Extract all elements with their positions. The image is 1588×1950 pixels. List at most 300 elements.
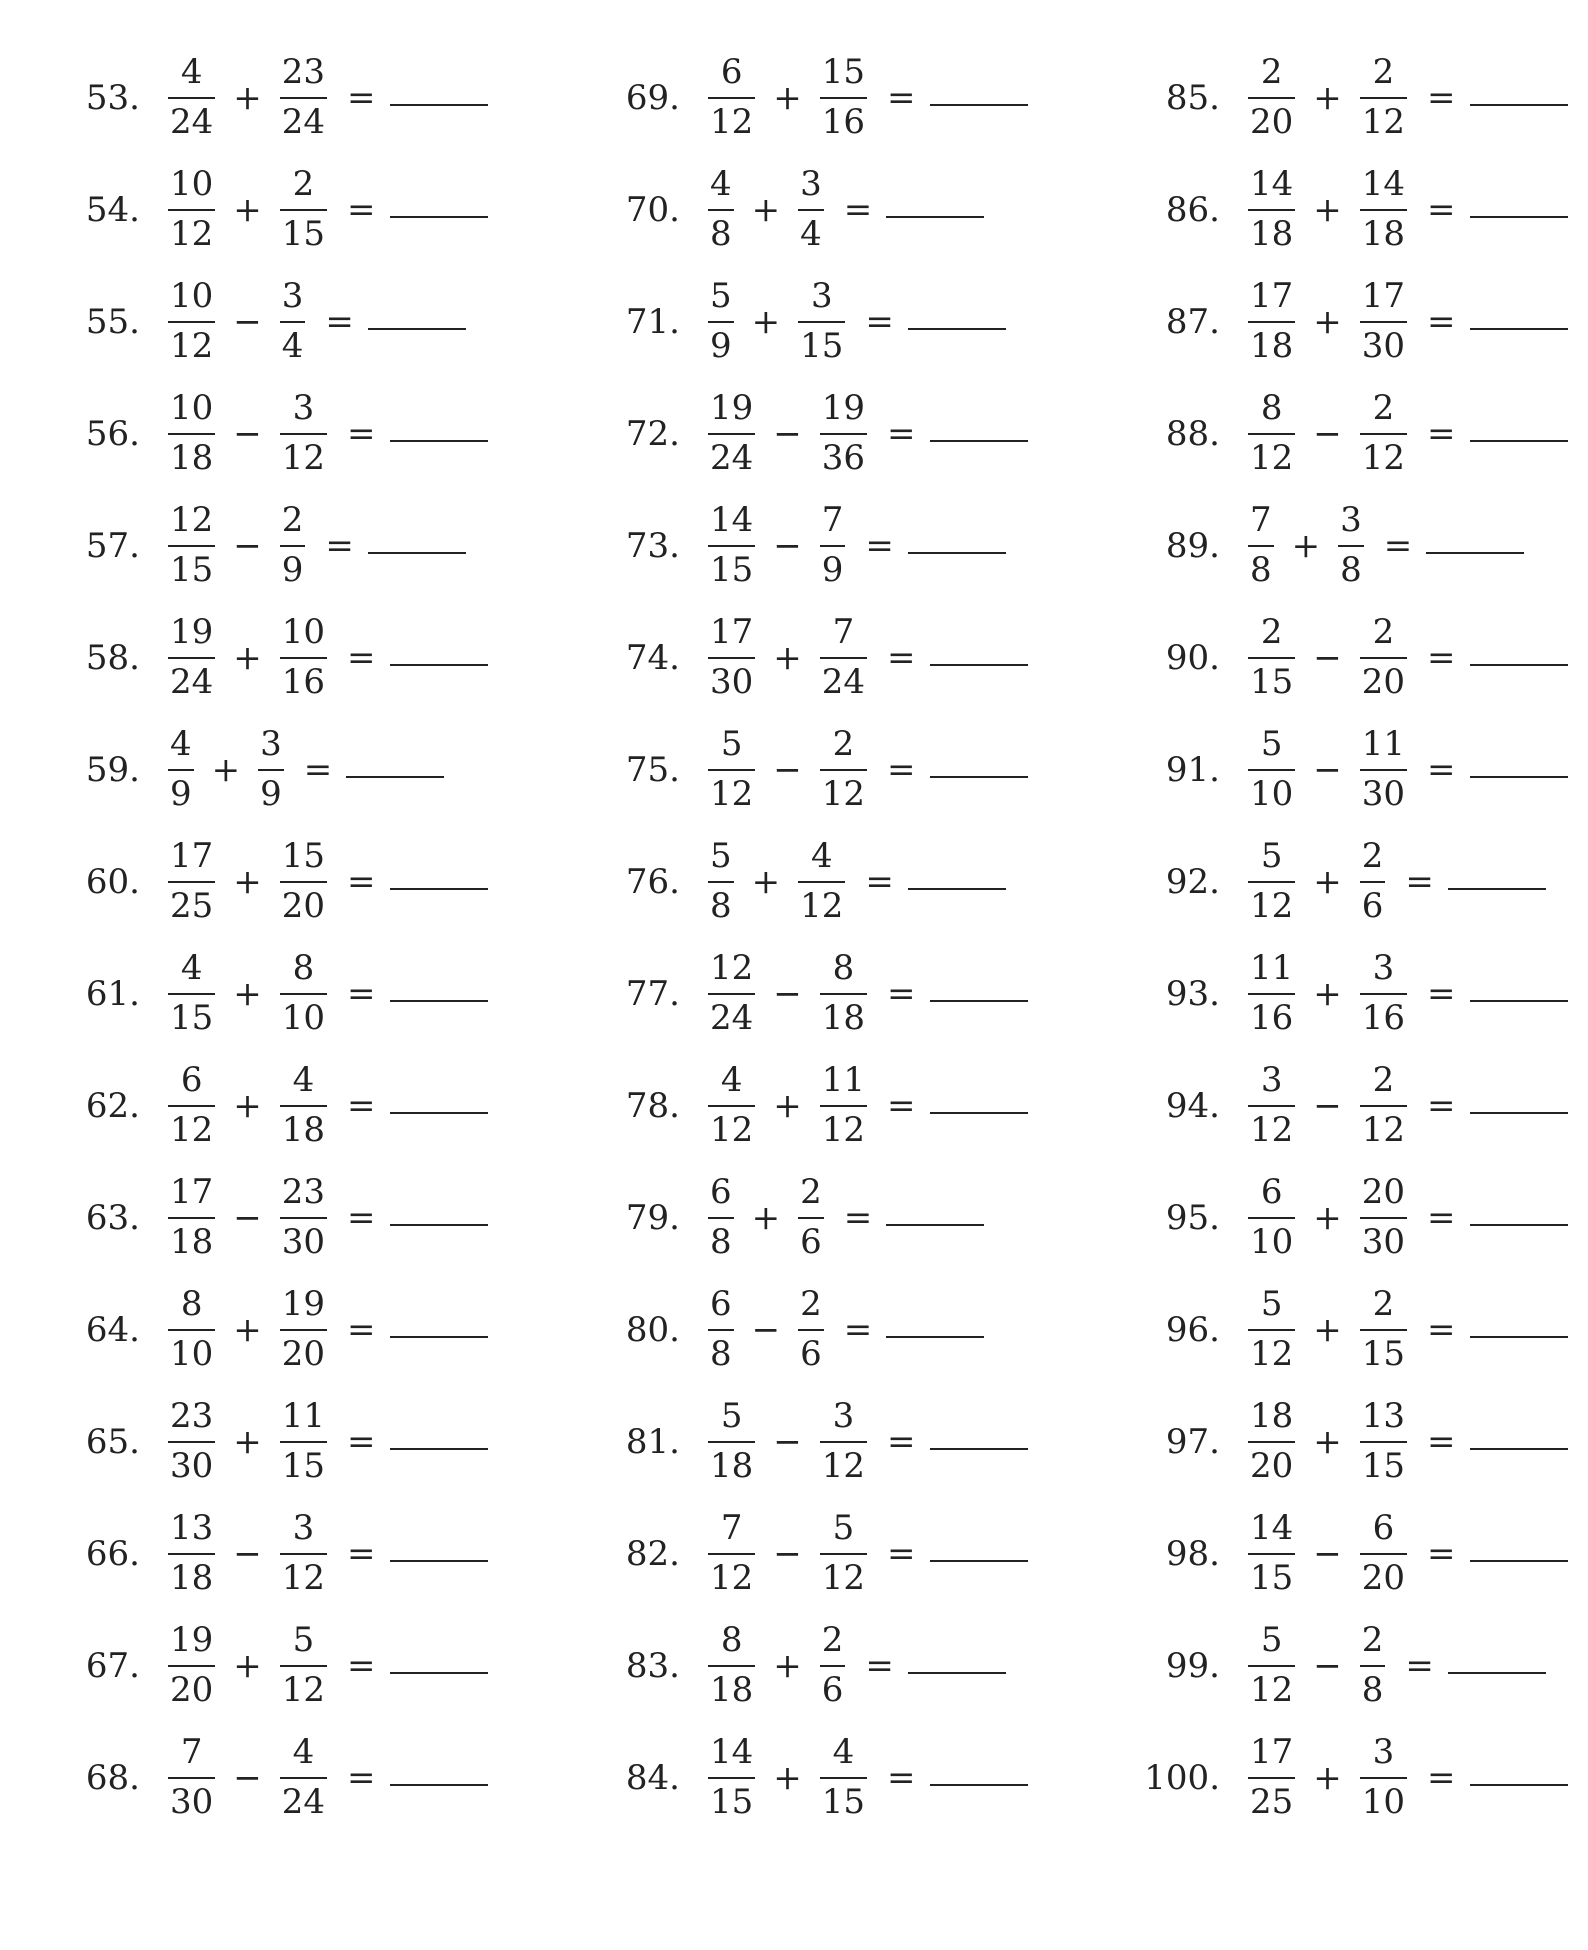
first-fraction: [704, 1284, 738, 1374]
answer-blank[interactable]: [1470, 1000, 1568, 1002]
answer-blank[interactable]: [930, 1560, 1028, 1562]
second-fraction: [1356, 1284, 1411, 1374]
first-denominator: 12: [710, 1558, 754, 1598]
first-numerator: 4: [170, 724, 192, 765]
equals-sign: =: [347, 1086, 376, 1126]
problem-item: [58, 1162, 538, 1274]
operator-sign: −: [773, 1534, 802, 1574]
second-denominator: 12: [1361, 1110, 1406, 1150]
first-numerator: 10: [170, 164, 214, 205]
answer-blank[interactable]: [908, 552, 1006, 554]
first-fraction: [164, 612, 219, 702]
second-denominator: 6: [800, 1222, 822, 1262]
problem-item: [598, 826, 1078, 938]
equals-sign: =: [1427, 1758, 1456, 1798]
answer-blank[interactable]: [1470, 1336, 1568, 1338]
answer-blank[interactable]: [1470, 776, 1568, 778]
second-fraction: [1356, 1620, 1390, 1710]
second-denominator: 9: [281, 550, 304, 590]
first-numerator: 14: [1250, 1508, 1294, 1549]
first-fraction: [1244, 1620, 1299, 1710]
second-numerator: 3: [292, 388, 315, 429]
second-denominator: 30: [1361, 1222, 1406, 1262]
problem-column-3: [1138, 42, 1588, 1834]
problem-item: [1138, 602, 1588, 714]
first-denominator: 12: [170, 1110, 214, 1150]
equals-sign: =: [1427, 974, 1456, 1014]
first-numerator: 19: [170, 612, 214, 653]
answer-blank[interactable]: [1470, 216, 1568, 218]
problem-number: 65.: [85, 1422, 140, 1462]
second-numerator: 2: [1372, 1284, 1395, 1325]
second-fraction: [816, 948, 871, 1038]
answer-blank[interactable]: [390, 440, 488, 442]
answer-blank[interactable]: [1470, 104, 1568, 106]
problem-number: 69.: [625, 78, 680, 118]
first-fraction: [1244, 612, 1299, 702]
first-fraction: [164, 52, 219, 142]
first-numerator: 2: [1260, 612, 1283, 653]
second-numerator: 2: [800, 1284, 822, 1325]
second-numerator: 2: [1361, 836, 1384, 877]
second-fraction: [1356, 948, 1411, 1038]
answer-blank[interactable]: [390, 1448, 488, 1450]
equals-sign: =: [887, 1086, 916, 1126]
equals-sign: =: [1405, 1646, 1434, 1686]
answer-blank[interactable]: [390, 104, 488, 106]
operator-sign: −: [1313, 750, 1342, 790]
equals-sign: =: [303, 750, 333, 790]
first-denominator: 8: [710, 886, 732, 926]
equals-sign: =: [347, 1198, 376, 1238]
problem-item: [58, 1386, 538, 1498]
answer-blank[interactable]: [1470, 328, 1568, 330]
operator-sign: +: [773, 1646, 802, 1686]
first-denominator: 30: [170, 1782, 214, 1822]
first-denominator: 8: [710, 1222, 732, 1262]
first-denominator: 16: [1250, 998, 1294, 1038]
equals-sign: =: [865, 862, 894, 902]
first-denominator: 8: [710, 214, 732, 254]
answer-blank[interactable]: [346, 776, 444, 778]
first-denominator: 24: [170, 662, 214, 702]
equals-sign: =: [1427, 1198, 1456, 1238]
operator-sign: −: [773, 750, 802, 790]
problem-item: [58, 266, 538, 378]
problem-number: 80.: [625, 1310, 680, 1350]
problem-number: 99.: [1165, 1646, 1220, 1686]
answer-blank[interactable]: [1470, 664, 1568, 666]
second-fraction: [1356, 276, 1411, 366]
second-numerator: 3: [800, 164, 822, 205]
answer-blank[interactable]: [886, 1336, 984, 1338]
first-fraction: [704, 1732, 759, 1822]
problem-item: [1138, 1610, 1588, 1722]
problem-number: 96.: [1165, 1310, 1220, 1350]
answer-blank[interactable]: [930, 1000, 1028, 1002]
answer-blank[interactable]: [390, 888, 488, 890]
problem-item: [1138, 42, 1588, 154]
equals-sign: =: [347, 862, 376, 902]
second-numerator: 2: [1372, 388, 1395, 429]
first-numerator: 17: [710, 612, 754, 653]
equals-sign: =: [887, 974, 916, 1014]
second-numerator: 8: [832, 948, 855, 989]
first-numerator: 8: [720, 1620, 743, 1661]
equals-sign: =: [865, 302, 894, 342]
operator-sign: +: [211, 750, 241, 790]
first-fraction: [1244, 948, 1299, 1038]
second-fraction: [1356, 1060, 1411, 1150]
operator-sign: +: [1313, 190, 1342, 230]
first-numerator: 3: [1260, 1060, 1283, 1101]
first-numerator: 13: [170, 1508, 214, 1549]
first-denominator: 25: [170, 886, 214, 926]
answer-blank[interactable]: [930, 1448, 1028, 1450]
problem-number: 79.: [625, 1198, 680, 1238]
second-denominator: 20: [281, 886, 326, 926]
first-denominator: 30: [710, 662, 754, 702]
operator-sign: +: [233, 638, 262, 678]
answer-blank[interactable]: [930, 440, 1028, 442]
second-denominator: 15: [800, 326, 844, 366]
problem-item: [58, 1498, 538, 1610]
equals-sign: =: [1427, 78, 1456, 118]
first-denominator: 20: [170, 1670, 214, 1710]
first-numerator: 10: [170, 276, 214, 317]
answer-blank[interactable]: [368, 328, 466, 330]
equals-sign: =: [887, 750, 916, 790]
problem-number: 66.: [85, 1534, 140, 1574]
problem-item: [1138, 1498, 1588, 1610]
equals-sign: =: [1427, 638, 1456, 678]
first-numerator: 7: [180, 1732, 203, 1773]
first-denominator: 9: [170, 774, 192, 814]
first-denominator: 15: [710, 1782, 754, 1822]
problem-item: [58, 1722, 538, 1834]
second-numerator: 10: [281, 612, 326, 653]
problem-number: 81.: [625, 1422, 680, 1462]
problem-item: [1138, 1386, 1588, 1498]
answer-blank[interactable]: [886, 1224, 984, 1226]
first-numerator: 12: [710, 948, 754, 989]
first-denominator: 18: [710, 1446, 754, 1486]
first-denominator: 12: [1250, 1110, 1294, 1150]
second-denominator: 18: [821, 998, 866, 1038]
answer-blank[interactable]: [1470, 1784, 1568, 1786]
second-numerator: 3: [1372, 948, 1395, 989]
first-fraction: [704, 388, 759, 478]
operator-sign: −: [233, 526, 262, 566]
second-fraction: [1356, 164, 1411, 254]
first-fraction: [164, 1396, 219, 1486]
first-numerator: 18: [1250, 1396, 1294, 1437]
problem-item: [598, 1498, 1078, 1610]
problem-item: [598, 266, 1078, 378]
second-fraction: [816, 1060, 871, 1150]
first-numerator: 6: [1260, 1172, 1283, 1213]
second-fraction: [1356, 1732, 1411, 1822]
first-fraction: [164, 1508, 219, 1598]
second-denominator: 12: [821, 774, 866, 814]
equals-sign: =: [347, 1646, 376, 1686]
second-fraction: [794, 276, 849, 366]
answer-blank[interactable]: [390, 1672, 488, 1674]
problem-item: [58, 378, 538, 490]
answer-blank[interactable]: [930, 104, 1028, 106]
equals-sign: =: [1427, 1086, 1456, 1126]
answer-blank[interactable]: [1426, 552, 1524, 554]
problem-item: [58, 490, 538, 602]
second-fraction: [816, 500, 850, 590]
second-fraction: [276, 1508, 331, 1598]
first-numerator: 6: [180, 1060, 203, 1101]
answer-blank[interactable]: [1470, 440, 1568, 442]
answer-blank[interactable]: [390, 1560, 488, 1562]
second-numerator: 2: [281, 500, 304, 541]
first-denominator: 24: [710, 438, 754, 478]
first-denominator: 15: [170, 998, 214, 1038]
problem-item: [598, 714, 1078, 826]
answer-blank[interactable]: [368, 552, 466, 554]
first-fraction: [1244, 1732, 1299, 1822]
second-numerator: 19: [281, 1284, 326, 1325]
equals-sign: =: [1427, 414, 1456, 454]
second-fraction: [816, 52, 871, 142]
answer-blank[interactable]: [1470, 1560, 1568, 1562]
equals-sign: =: [865, 526, 894, 566]
second-fraction: [816, 1508, 871, 1598]
first-numerator: 5: [1260, 1620, 1283, 1661]
problem-number: 86.: [1165, 190, 1220, 230]
problem-column-1: [58, 42, 538, 1834]
second-fraction: [276, 276, 310, 366]
second-denominator: 15: [1361, 1334, 1406, 1374]
first-denominator: 18: [710, 1670, 754, 1710]
problem-number: 59.: [85, 750, 140, 790]
first-fraction: [704, 724, 759, 814]
first-numerator: 12: [170, 500, 214, 541]
answer-blank[interactable]: [930, 776, 1028, 778]
answer-blank[interactable]: [1448, 1672, 1546, 1674]
operator-sign: +: [233, 1646, 262, 1686]
second-denominator: 24: [281, 1782, 326, 1822]
operator-sign: +: [1313, 1758, 1342, 1798]
problem-item: [1138, 1050, 1588, 1162]
operator-sign: +: [1313, 1422, 1342, 1462]
problem-number: 95.: [1165, 1198, 1220, 1238]
operator-sign: +: [773, 1086, 802, 1126]
first-numerator: 23: [170, 1396, 214, 1437]
equals-sign: =: [1405, 862, 1434, 902]
first-fraction: [704, 948, 759, 1038]
first-numerator: 6: [720, 52, 743, 93]
answer-blank[interactable]: [390, 1112, 488, 1114]
answer-blank[interactable]: [1448, 888, 1546, 890]
second-denominator: 24: [821, 662, 866, 702]
problem-number: 73.: [625, 526, 680, 566]
first-denominator: 12: [710, 102, 754, 142]
second-numerator: 13: [1361, 1396, 1406, 1437]
first-fraction: [164, 164, 219, 254]
first-numerator: 5: [710, 836, 732, 877]
second-denominator: 30: [1361, 326, 1406, 366]
first-denominator: 20: [1250, 1446, 1294, 1486]
operator-sign: +: [751, 190, 781, 230]
first-denominator: 10: [1250, 774, 1294, 814]
second-numerator: 3: [832, 1396, 855, 1437]
operator-sign: +: [1313, 1310, 1342, 1350]
first-fraction: [164, 1620, 219, 1710]
first-numerator: 17: [1250, 276, 1294, 317]
second-denominator: 30: [281, 1222, 326, 1262]
problem-item: [58, 1050, 538, 1162]
first-denominator: 12: [1250, 1670, 1294, 1710]
problem-number: 97.: [1165, 1422, 1220, 1462]
answer-blank[interactable]: [390, 1000, 488, 1002]
first-denominator: 15: [1250, 1558, 1294, 1598]
problem-number: 54.: [85, 190, 140, 230]
second-fraction: [1356, 388, 1411, 478]
operator-sign: +: [233, 190, 262, 230]
problem-number: 58.: [85, 638, 140, 678]
equals-sign: =: [1383, 526, 1413, 566]
second-fraction: [816, 1732, 871, 1822]
first-fraction: [164, 388, 219, 478]
answer-blank[interactable]: [1470, 1112, 1568, 1114]
operator-sign: −: [1313, 1086, 1342, 1126]
problem-number: 91.: [1165, 750, 1220, 790]
first-fraction: [704, 836, 738, 926]
first-denominator: 15: [170, 550, 214, 590]
second-denominator: 4: [800, 214, 822, 254]
first-numerator: 10: [170, 388, 214, 429]
answer-blank[interactable]: [886, 216, 984, 218]
second-fraction: [816, 388, 871, 478]
operator-sign: −: [233, 1534, 262, 1574]
second-numerator: 3: [810, 276, 833, 317]
second-fraction: [1356, 1172, 1411, 1262]
first-denominator: 18: [1250, 214, 1294, 254]
equals-sign: =: [1427, 302, 1456, 342]
operator-sign: −: [233, 1758, 262, 1798]
first-denominator: 15: [1250, 662, 1294, 702]
answer-blank[interactable]: [390, 664, 488, 666]
operator-sign: −: [233, 414, 262, 454]
problem-item: [598, 1050, 1078, 1162]
first-denominator: 18: [170, 438, 214, 478]
problem-number: 72.: [625, 414, 680, 454]
first-numerator: 5: [1260, 1284, 1283, 1325]
problem-item: [1138, 714, 1588, 826]
second-denominator: 18: [1361, 214, 1406, 254]
problem-item: [598, 378, 1078, 490]
second-numerator: 6: [1372, 1508, 1395, 1549]
problem-item: [1138, 266, 1588, 378]
answer-blank[interactable]: [390, 1224, 488, 1226]
answer-blank[interactable]: [390, 1336, 488, 1338]
operator-sign: +: [1291, 526, 1321, 566]
problem-item: [598, 602, 1078, 714]
problem-item: [1138, 1722, 1588, 1834]
second-denominator: 20: [281, 1334, 326, 1374]
second-numerator: 17: [1361, 276, 1406, 317]
answer-blank[interactable]: [908, 328, 1006, 330]
second-numerator: 7: [821, 500, 844, 541]
first-numerator: 7: [720, 1508, 743, 1549]
problem-item: [58, 154, 538, 266]
operator-sign: +: [233, 78, 262, 118]
second-numerator: 5: [292, 1620, 315, 1661]
equals-sign: =: [887, 638, 916, 678]
problem-item: [58, 938, 538, 1050]
answer-blank[interactable]: [1470, 1448, 1568, 1450]
operator-sign: −: [773, 526, 802, 566]
answer-blank[interactable]: [930, 664, 1028, 666]
first-numerator: 4: [710, 164, 732, 205]
first-numerator: 17: [1250, 1732, 1294, 1773]
problem-item: [58, 1610, 538, 1722]
answer-blank[interactable]: [908, 888, 1006, 890]
equals-sign: =: [347, 974, 376, 1014]
problem-number: 62.: [85, 1086, 140, 1126]
answer-blank[interactable]: [1470, 1224, 1568, 1226]
second-fraction: [276, 1284, 331, 1374]
second-fraction: [276, 164, 331, 254]
second-denominator: 12: [821, 1558, 866, 1598]
second-denominator: 18: [281, 1110, 326, 1150]
problem-item: [58, 602, 538, 714]
second-fraction: [276, 1620, 331, 1710]
second-denominator: 30: [1361, 774, 1406, 814]
first-fraction: [704, 612, 759, 702]
second-fraction: [276, 388, 331, 478]
problem-number: 93.: [1165, 974, 1220, 1014]
first-denominator: 10: [170, 1334, 214, 1374]
equals-sign: =: [887, 78, 916, 118]
second-denominator: 8: [1361, 1670, 1384, 1710]
first-numerator: 6: [710, 1284, 732, 1325]
problem-number: 88.: [1165, 414, 1220, 454]
second-denominator: 12: [821, 1110, 866, 1150]
first-fraction: [704, 1620, 759, 1710]
first-denominator: 9: [710, 326, 732, 366]
second-denominator: 12: [1361, 102, 1406, 142]
answer-blank[interactable]: [930, 1784, 1028, 1786]
first-fraction: [704, 1396, 759, 1486]
equals-sign: =: [887, 1534, 916, 1574]
operator-sign: +: [233, 974, 262, 1014]
answer-blank[interactable]: [390, 1784, 488, 1786]
operator-sign: +: [773, 1758, 802, 1798]
second-numerator: 2: [1361, 1620, 1384, 1661]
operator-sign: −: [233, 1198, 262, 1238]
first-fraction: [1244, 164, 1299, 254]
second-numerator: 5: [832, 1508, 855, 1549]
operator-sign: +: [233, 1086, 262, 1126]
first-numerator: 17: [170, 1172, 214, 1213]
problem-item: [58, 1274, 538, 1386]
second-denominator: 20: [1361, 1558, 1406, 1598]
answer-blank[interactable]: [390, 216, 488, 218]
problem-item: [598, 1386, 1078, 1498]
problem-item: [1138, 378, 1588, 490]
answer-blank[interactable]: [930, 1112, 1028, 1114]
problem-item: [598, 154, 1078, 266]
operator-sign: +: [233, 1422, 262, 1462]
answer-blank[interactable]: [908, 1672, 1006, 1674]
operator-sign: −: [773, 414, 802, 454]
